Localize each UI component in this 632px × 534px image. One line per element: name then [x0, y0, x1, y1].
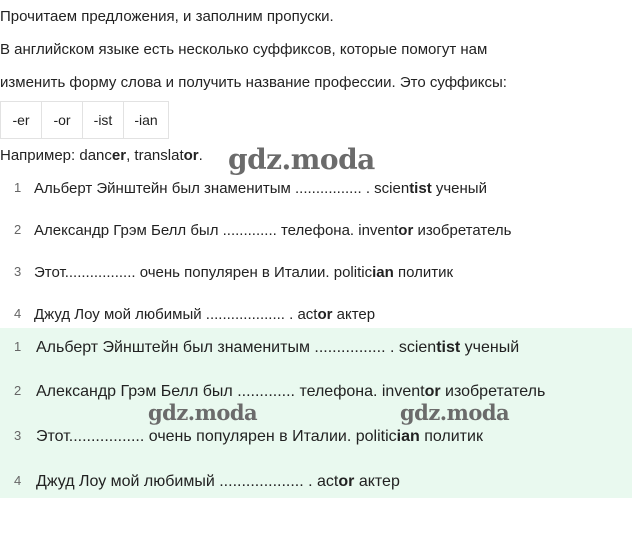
item-text: Джуд Лоу мой любимый ................... . actor актер	[34, 306, 376, 323]
item-number: 3	[14, 264, 22, 279]
item-text: Альберт Эйнштейн был знаменитым ................ . scientist ученый	[36, 339, 520, 356]
suffix-cell: -or	[42, 102, 83, 138]
suffix-cell: -er	[1, 102, 42, 138]
item-text: Альберт Эйнштейн был знаменитым ................ . scientist ученый	[34, 180, 487, 197]
item-text: Александр Грэм Белл был ............. телефона. inventor изобретатель	[36, 383, 546, 400]
suffix-cell: -ian	[134, 112, 158, 128]
item-text: Александр Грэм Белл был ............. телефона. inventor изобретатель	[34, 222, 512, 239]
example-suffix: or	[183, 147, 199, 164]
item-number: 3	[14, 428, 22, 443]
answer-block	[0, 328, 632, 498]
watermark: gdz.moda	[400, 400, 510, 425]
example-label: Например:	[0, 147, 80, 164]
example-line	[0, 147, 203, 164]
intro-line-2: В английском языке есть несколько суффиксов, которые помогут нам	[0, 41, 488, 58]
intro-line-3: изменить форму слова и получить название профессии. Это суффиксы:	[0, 74, 507, 91]
suffix-cell: -ist	[83, 102, 124, 138]
watermark: gdz.moda	[228, 143, 375, 176]
item-number: 2	[14, 383, 22, 398]
item-number: 4	[14, 473, 22, 488]
item-number: 1	[14, 180, 22, 195]
watermark: gdz.moda	[148, 400, 258, 425]
item-text: Этот................. очень популярен в Италии. politician политик	[34, 264, 454, 281]
example-end: .	[198, 147, 203, 164]
item-number: 2	[14, 222, 22, 237]
example-suffix: er	[111, 147, 127, 164]
item-text: Этот................. очень популярен в Италии. politician политик	[36, 428, 483, 445]
suffix-table	[0, 101, 169, 139]
example-word-stem: danc	[79, 147, 112, 164]
item-number: 1	[14, 339, 22, 354]
item-text: Джуд Лоу мой любимый ................... . actor актер	[36, 473, 400, 490]
example-separator: ,	[126, 147, 135, 164]
example-word-stem: translat	[134, 147, 184, 164]
item-number: 4	[14, 306, 22, 321]
intro-line-1: Прочитаем предложения, и заполним пропуски.	[0, 8, 334, 25]
